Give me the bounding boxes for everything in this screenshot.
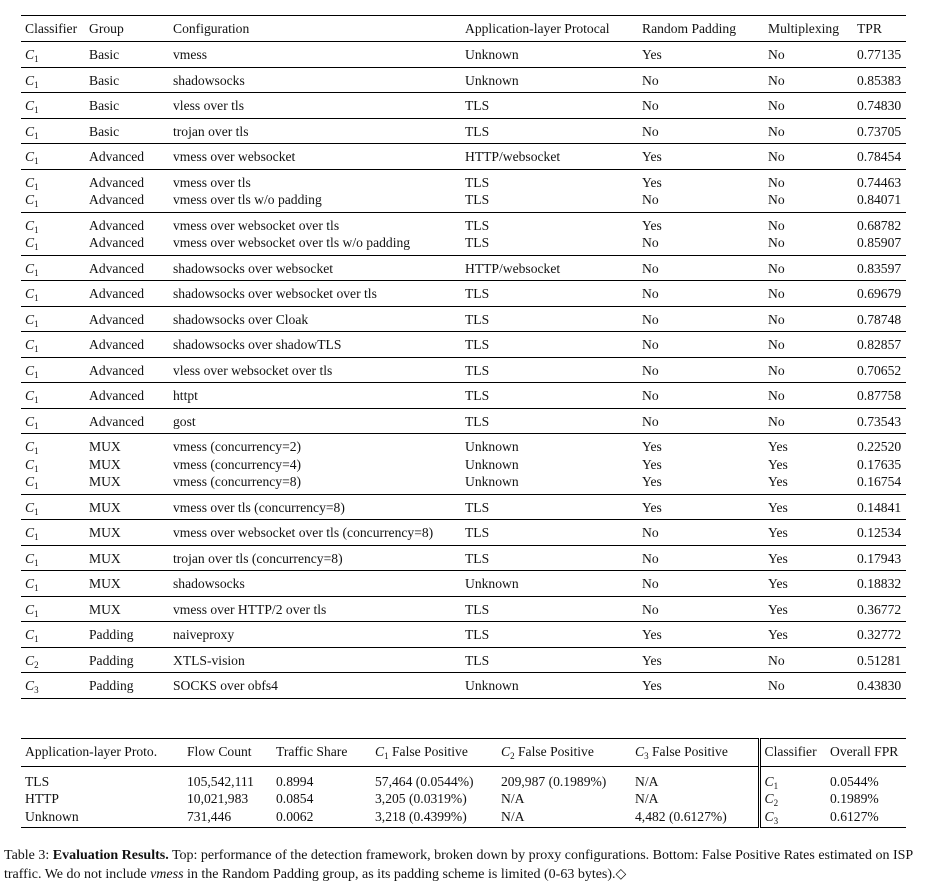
cell-multiplexing: No — [764, 673, 853, 699]
cell-random-padding: No — [638, 118, 764, 144]
table-row — [21, 520, 906, 546]
cell-tpr: 0.36772 — [853, 596, 906, 622]
results-table-body — [21, 42, 906, 699]
cell-configuration: httpt — [169, 383, 461, 409]
table-row — [21, 673, 906, 699]
cell-multiplexing: No — [764, 357, 853, 383]
cell-configuration: shadowsocks over shadowTLS — [169, 332, 461, 358]
cell-random-padding: No — [638, 520, 764, 546]
results-table — [21, 15, 906, 699]
table-row — [21, 93, 906, 119]
cell-configuration: vmess over tls vmess over tls w/o padding — [169, 169, 461, 212]
cell-classifier: $C_1$ — [21, 408, 85, 434]
cell-configuration: vmess over websocket — [169, 144, 461, 170]
cell-protocol: Unknown — [461, 571, 638, 597]
table-row — [21, 622, 906, 648]
cell-multiplexing: Yes — [764, 494, 853, 520]
cell-tpr: 0.14841 — [853, 494, 906, 520]
cell-tpr: 0.78748 — [853, 306, 906, 332]
cell-classifier: $C_1$ — [21, 144, 85, 170]
cell-classifier: $C_1$ $C_1$ — [21, 212, 85, 255]
cell-protocol: TLS — [461, 596, 638, 622]
table-row — [21, 408, 906, 434]
cell-multiplexing: Yes — [764, 622, 853, 648]
cell-classifier: $C_1$ $C_1$ $C_1$ — [21, 434, 85, 495]
cell-tpr: 0.12534 — [853, 520, 906, 546]
cell-random-padding: No — [638, 93, 764, 119]
cell-group: MUX — [85, 545, 169, 571]
cell-tpr: 0.68782 0.85907 — [853, 212, 906, 255]
cell-classifier: $C_1$ — [21, 596, 85, 622]
header-flow-count: Flow Count — [183, 739, 272, 767]
header-protocol: Application-layer Protocal — [461, 16, 638, 42]
cell-multiplexing: No No — [764, 212, 853, 255]
cell-group: MUX — [85, 494, 169, 520]
fpr-flow-counts: 105,542,111 10,021,983 731,446 — [183, 766, 272, 828]
cell-group: Basic — [85, 42, 169, 68]
fpr-table — [21, 738, 906, 828]
cell-protocol: TLS — [461, 545, 638, 571]
cell-group: MUX — [85, 596, 169, 622]
table-row — [21, 357, 906, 383]
cell-protocol: TLS TLS — [461, 212, 638, 255]
header-app-proto: Application-layer Proto. — [21, 739, 183, 767]
cell-configuration: shadowsocks — [169, 571, 461, 597]
cell-multiplexing: Yes Yes Yes — [764, 434, 853, 495]
cell-random-padding: Yes — [638, 494, 764, 520]
cell-tpr: 0.82857 — [853, 332, 906, 358]
cell-multiplexing: No — [764, 67, 853, 93]
table-row — [21, 144, 906, 170]
cell-tpr: 0.83597 — [853, 255, 906, 281]
fpr-c3-values: N/A N/A 4,482 (0.6127%) — [631, 766, 759, 828]
cell-classifier: $C_1$ — [21, 494, 85, 520]
header-c1-fp: $C_1$ False Positive — [371, 739, 497, 767]
cell-configuration: trojan over tls (concurrency=8) — [169, 545, 461, 571]
cell-protocol: TLS — [461, 622, 638, 648]
table-row — [21, 647, 906, 673]
table-row — [21, 383, 906, 409]
table-row — [21, 212, 906, 255]
cell-classifier: $C_1$ — [21, 306, 85, 332]
cell-tpr: 0.87758 — [853, 383, 906, 409]
cell-multiplexing: No — [764, 332, 853, 358]
cell-protocol: Unknown Unknown Unknown — [461, 434, 638, 495]
cell-classifier: $C_1$ — [21, 118, 85, 144]
cell-configuration: shadowsocks over websocket — [169, 255, 461, 281]
fpr-table-data-row — [21, 766, 906, 828]
cell-group: MUX — [85, 571, 169, 597]
cell-random-padding: No — [638, 357, 764, 383]
cell-group: Advanced — [85, 357, 169, 383]
cell-multiplexing: No — [764, 306, 853, 332]
header-random-padding: Random Padding — [638, 16, 764, 42]
cell-classifier: $C_1$ $C_1$ — [21, 169, 85, 212]
fpr-table-header-row — [21, 739, 906, 767]
cell-multiplexing: No — [764, 408, 853, 434]
cell-configuration: vless over websocket over tls — [169, 357, 461, 383]
cell-protocol: TLS — [461, 647, 638, 673]
cell-group: Basic — [85, 118, 169, 144]
header-classifier: Classifier — [21, 16, 85, 42]
header-traffic-share: Traffic Share — [272, 739, 371, 767]
cell-random-padding: No — [638, 571, 764, 597]
cell-configuration: vmess over HTTP/2 over tls — [169, 596, 461, 622]
cell-protocol: TLS TLS — [461, 169, 638, 212]
cell-random-padding: No — [638, 332, 764, 358]
fpr-traffic-shares: 0.8994 0.0854 0.0062 — [272, 766, 371, 828]
cell-classifier: $C_1$ — [21, 383, 85, 409]
cell-protocol: Unknown — [461, 42, 638, 68]
cell-group: MUX — [85, 520, 169, 546]
cell-random-padding: No — [638, 255, 764, 281]
cell-classifier: $C_1$ — [21, 520, 85, 546]
table-row — [21, 434, 906, 495]
cell-configuration: gost — [169, 408, 461, 434]
cell-group: Advanced — [85, 383, 169, 409]
cell-protocol: TLS — [461, 306, 638, 332]
cell-protocol: TLS — [461, 520, 638, 546]
cell-tpr: 0.43830 — [853, 673, 906, 699]
cell-multiplexing: No — [764, 647, 853, 673]
cell-configuration: naiveproxy — [169, 622, 461, 648]
cell-configuration: vmess — [169, 42, 461, 68]
cell-multiplexing: Yes — [764, 520, 853, 546]
cell-multiplexing: No No — [764, 169, 853, 212]
cell-protocol: TLS — [461, 281, 638, 307]
table-row — [21, 118, 906, 144]
cell-random-padding: No — [638, 408, 764, 434]
cell-classifier: $C_1$ — [21, 281, 85, 307]
cell-tpr: 0.74463 0.84071 — [853, 169, 906, 212]
cell-multiplexing: Yes — [764, 571, 853, 597]
fpr-c1-values: 57,464 (0.0544%) 3,205 (0.0319%) 3,218 (0.4399%) — [371, 766, 497, 828]
cell-protocol: TLS — [461, 383, 638, 409]
cell-classifier: $C_3$ — [21, 673, 85, 699]
fpr-c2-values: 209,987 (0.1989%) N/A N/A — [497, 766, 631, 828]
cell-protocol: TLS — [461, 408, 638, 434]
table-row — [21, 281, 906, 307]
cell-random-padding: No — [638, 67, 764, 93]
cell-group: Advanced Advanced — [85, 169, 169, 212]
cell-tpr: 0.78454 — [853, 144, 906, 170]
table-row — [21, 332, 906, 358]
cell-classifier: $C_1$ — [21, 42, 85, 68]
cell-tpr: 0.73543 — [853, 408, 906, 434]
cell-group: Advanced — [85, 332, 169, 358]
cell-protocol: Unknown — [461, 673, 638, 699]
cell-classifier: $C_1$ — [21, 67, 85, 93]
cell-random-padding: Yes — [638, 622, 764, 648]
header-c3-fp: $C_3$ False Positive — [631, 739, 759, 767]
cell-group: Advanced — [85, 306, 169, 332]
table-row — [21, 67, 906, 93]
cell-multiplexing: No — [764, 93, 853, 119]
header-overall-fpr: Overall FPR — [826, 739, 906, 767]
fpr-classifiers: $C_1$ $C_2$ $C_3$ — [759, 766, 826, 828]
cell-protocol: TLS — [461, 93, 638, 119]
cell-configuration: vmess over websocket over tls (concurrency=8) — [169, 520, 461, 546]
cell-multiplexing: No — [764, 144, 853, 170]
cell-multiplexing: Yes — [764, 545, 853, 571]
cell-classifier: $C_1$ — [21, 93, 85, 119]
cell-random-padding: Yes No — [638, 212, 764, 255]
caption-title: Evaluation Results. — [52, 848, 169, 863]
cell-random-padding: No — [638, 596, 764, 622]
cell-random-padding: Yes — [638, 144, 764, 170]
table-row — [21, 571, 906, 597]
table-row — [21, 255, 906, 281]
cell-protocol: Unknown — [461, 67, 638, 93]
cell-tpr: 0.32772 — [853, 622, 906, 648]
caption-vmess: vmess — [150, 867, 184, 882]
cell-classifier: $C_2$ — [21, 647, 85, 673]
cell-classifier: $C_1$ — [21, 571, 85, 597]
header-multiplexing: Multiplexing — [764, 16, 853, 42]
header-c2-fp: $C_2$ False Positive — [497, 739, 631, 767]
results-table-header-row — [21, 16, 906, 42]
cell-configuration: vless over tls — [169, 93, 461, 119]
table-row — [21, 545, 906, 571]
cell-random-padding: No — [638, 383, 764, 409]
cell-random-padding: Yes Yes Yes — [638, 434, 764, 495]
cell-multiplexing: No — [764, 281, 853, 307]
cell-configuration: vmess over tls (concurrency=8) — [169, 494, 461, 520]
cell-configuration: SOCKS over obfs4 — [169, 673, 461, 699]
cell-multiplexing: Yes — [764, 596, 853, 622]
cell-configuration: XTLS-vision — [169, 647, 461, 673]
caption-label: Table 3: — [4, 848, 53, 863]
cell-tpr: 0.18832 — [853, 571, 906, 597]
table-caption — [4, 846, 930, 884]
cell-classifier: $C_1$ — [21, 357, 85, 383]
cell-configuration: shadowsocks over websocket over tls — [169, 281, 461, 307]
cell-configuration: shadowsocks over Cloak — [169, 306, 461, 332]
cell-protocol: HTTP/websocket — [461, 144, 638, 170]
cell-tpr: 0.69679 — [853, 281, 906, 307]
cell-tpr: 0.70652 — [853, 357, 906, 383]
cell-protocol: TLS — [461, 332, 638, 358]
cell-configuration: trojan over tls — [169, 118, 461, 144]
cell-multiplexing: No — [764, 118, 853, 144]
cell-multiplexing: No — [764, 255, 853, 281]
cell-random-padding: Yes — [638, 673, 764, 699]
fpr-protocols: TLS HTTP Unknown — [21, 766, 183, 828]
header-configuration: Configuration — [169, 16, 461, 42]
cell-group: MUX MUX MUX — [85, 434, 169, 495]
table-row — [21, 596, 906, 622]
cell-protocol: TLS — [461, 494, 638, 520]
cell-random-padding: Yes — [638, 42, 764, 68]
cell-configuration: vmess (concurrency=2) vmess (concurrency=4) vmess (concurrency=8) — [169, 434, 461, 495]
cell-multiplexing: No — [764, 383, 853, 409]
cell-group: Padding — [85, 622, 169, 648]
cell-group: Padding — [85, 673, 169, 699]
fpr-overall-values: 0.0544% 0.1989% 0.6127% — [826, 766, 906, 828]
cell-tpr: 0.17943 — [853, 545, 906, 571]
cell-random-padding: Yes No — [638, 169, 764, 212]
cell-protocol: TLS — [461, 118, 638, 144]
cell-classifier: $C_1$ — [21, 545, 85, 571]
cell-tpr: 0.74830 — [853, 93, 906, 119]
cell-group: Advanced — [85, 144, 169, 170]
table-row — [21, 169, 906, 212]
cell-protocol: TLS — [461, 357, 638, 383]
table-row — [21, 494, 906, 520]
cell-tpr: 0.73705 — [853, 118, 906, 144]
cell-classifier: $C_1$ — [21, 622, 85, 648]
cell-protocol: HTTP/websocket — [461, 255, 638, 281]
header-group: Group — [85, 16, 169, 42]
cell-classifier: $C_1$ — [21, 255, 85, 281]
cell-group: Advanced — [85, 255, 169, 281]
cell-configuration: vmess over websocket over tls vmess over websocket over tls w/o padding — [169, 212, 461, 255]
cell-group: Basic — [85, 93, 169, 119]
table-row — [21, 306, 906, 332]
header-tpr: TPR — [853, 16, 906, 42]
caption-text-end: in the Random Padding group, as its padding scheme is limited (0-63 bytes).◇ — [183, 867, 627, 882]
cell-random-padding: No — [638, 306, 764, 332]
cell-multiplexing: No — [764, 42, 853, 68]
cell-random-padding: No — [638, 281, 764, 307]
header-classifier-fpr: Classifier — [759, 739, 826, 767]
cell-tpr: 0.22520 0.17635 0.16754 — [853, 434, 906, 495]
cell-group: Basic — [85, 67, 169, 93]
cell-classifier: $C_1$ — [21, 332, 85, 358]
cell-configuration: shadowsocks — [169, 67, 461, 93]
cell-tpr: 0.85383 — [853, 67, 906, 93]
cell-group: Advanced Advanced — [85, 212, 169, 255]
cell-random-padding: No — [638, 545, 764, 571]
caption-text: Top: performance of the detection framework, broken down by proxy configurations. Bottom: False Positive Rates estimated on ISP traffic. We do not include — [4, 848, 913, 882]
cell-random-padding: Yes — [638, 647, 764, 673]
cell-group: Advanced — [85, 281, 169, 307]
cell-group: Padding — [85, 647, 169, 673]
cell-tpr: 0.77135 — [853, 42, 906, 68]
table-row — [21, 42, 906, 68]
cell-tpr: 0.51281 — [853, 647, 906, 673]
cell-group: Advanced — [85, 408, 169, 434]
